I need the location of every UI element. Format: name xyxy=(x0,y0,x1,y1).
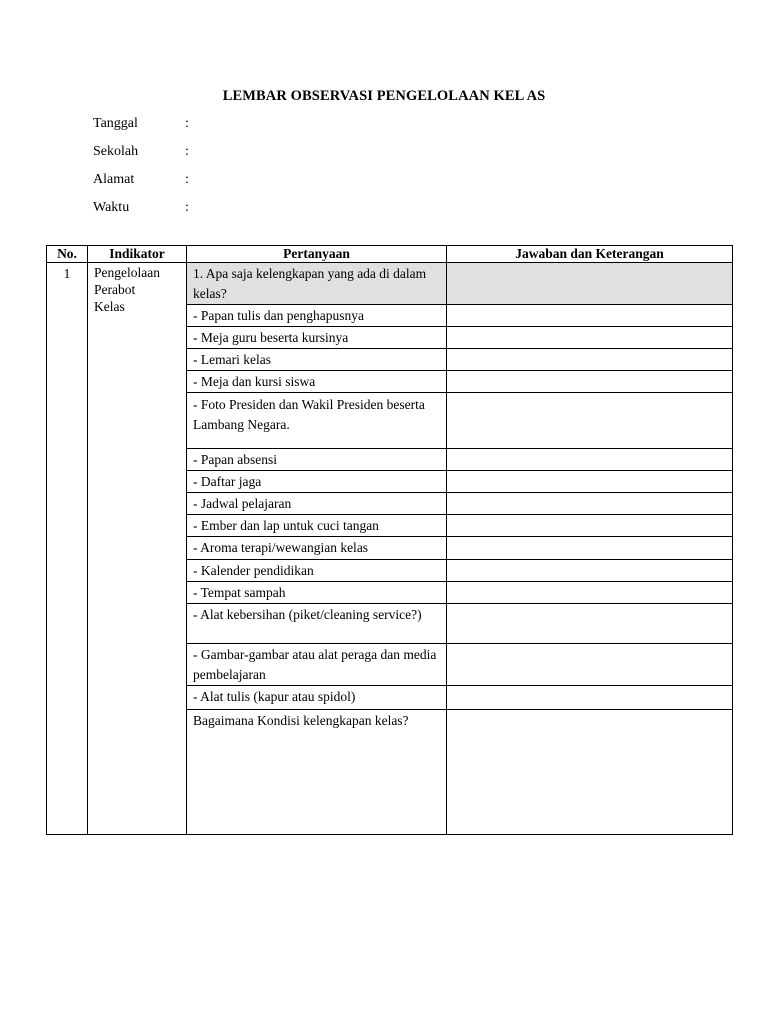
question-cell: - Ember dan lap untuk cuci tangan xyxy=(187,515,447,537)
answer-cell[interactable] xyxy=(447,263,733,305)
answer-cell[interactable] xyxy=(447,686,733,710)
answer-cell[interactable] xyxy=(447,604,733,644)
indicator-cell: Pengelolaan Perabot Kelas xyxy=(88,263,187,835)
table-header-row xyxy=(47,246,733,263)
field-label: Sekolah xyxy=(93,144,139,159)
answer-cell[interactable] xyxy=(447,305,733,327)
question-cell: 1. Apa saja kelengkapan yang ada di dalam kelas? xyxy=(187,263,447,305)
answer-cell[interactable] xyxy=(447,327,733,349)
question-cell: - Aroma terapi/wewangian kelas xyxy=(187,537,447,560)
question-cell: - Meja dan kursi siswa xyxy=(187,371,447,393)
field-label: Waktu xyxy=(93,200,130,215)
header-indikator: Indikator xyxy=(88,246,187,263)
field-label: Alamat xyxy=(93,172,135,187)
question-cell: - Alat kebersihan (piket/cleaning service?) xyxy=(187,604,447,644)
field-colon: : xyxy=(185,200,189,215)
field-waktu xyxy=(93,200,189,216)
table-row xyxy=(47,263,733,305)
question-cell: Bagaimana Kondisi kelengkapan kelas? xyxy=(187,710,447,835)
question-cell: - Daftar jaga xyxy=(187,471,447,493)
answer-cell[interactable] xyxy=(447,537,733,560)
question-cell: - Lemari kelas xyxy=(187,349,447,371)
answer-cell[interactable] xyxy=(447,393,733,449)
header-no: No. xyxy=(47,246,88,263)
answer-cell[interactable] xyxy=(447,582,733,604)
question-cell: - Tempat sampah xyxy=(187,582,447,604)
question-cell: - Papan tulis dan penghapusnya xyxy=(187,305,447,327)
field-tanggal xyxy=(93,116,189,132)
field-alamat xyxy=(93,172,189,188)
answer-cell[interactable] xyxy=(447,644,733,686)
header-jawaban: Jawaban dan Keterangan xyxy=(447,246,733,263)
header-pertanyaan: Pertanyaan xyxy=(187,246,447,263)
answer-cell[interactable] xyxy=(447,710,733,835)
question-cell: - Foto Presiden dan Wakil Presiden beserta Lambang Negara. xyxy=(187,393,447,449)
answer-cell[interactable] xyxy=(447,560,733,582)
answer-cell[interactable] xyxy=(447,349,733,371)
answer-cell[interactable] xyxy=(447,471,733,493)
question-cell: - Papan absensi xyxy=(187,449,447,471)
field-colon: : xyxy=(185,144,189,159)
answer-cell[interactable] xyxy=(447,493,733,515)
field-colon: : xyxy=(185,172,189,187)
answer-cell[interactable] xyxy=(447,371,733,393)
question-cell: - Gambar-gambar atau alat peraga dan media pembelajaran xyxy=(187,644,447,686)
answer-cell[interactable] xyxy=(447,515,733,537)
question-cell: - Alat tulis (kapur atau spidol) xyxy=(187,686,447,710)
question-cell: - Kalender pendidikan xyxy=(187,560,447,582)
field-colon: : xyxy=(185,116,189,131)
question-cell: - Meja guru beserta kursinya xyxy=(187,327,447,349)
observation-table xyxy=(46,245,733,835)
row-number: 1 xyxy=(47,263,88,835)
question-cell: - Jadwal pelajaran xyxy=(187,493,447,515)
field-sekolah xyxy=(93,144,189,160)
answer-cell[interactable] xyxy=(447,449,733,471)
field-label: Tanggal xyxy=(93,116,138,131)
page-title: LEMBAR OBSERVASI PENGELOLAAN KEL AS xyxy=(222,88,546,104)
